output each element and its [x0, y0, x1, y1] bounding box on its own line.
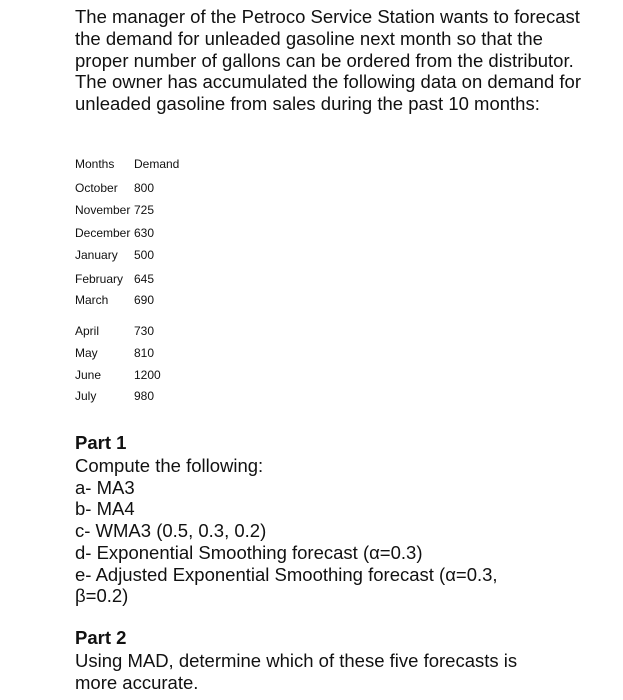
month-cell: July	[75, 389, 97, 403]
demand-cell: 730	[134, 324, 155, 338]
part1-line: b- MA4	[75, 498, 135, 520]
demand-header: Demand	[134, 157, 180, 171]
part1-line: c- WMA3 (0.5, 0.3, 0.2)	[75, 520, 267, 542]
month-cell: February	[75, 272, 124, 286]
intro-paragraph: The manager of the Petroco Service Station wants to forecast the demand for unleaded gasoline next month so that the proper number of gallons can be ordered from the distributor. The owner has accumulated the following data on demand for unleaded gasoline from sales during the past 10 months:	[75, 6, 581, 115]
demand-cell: 725	[134, 203, 155, 217]
part2-body	[75, 650, 517, 693]
month-cell: May	[75, 346, 98, 360]
demand-cell: 980	[134, 389, 155, 403]
month-cell: January	[75, 248, 118, 262]
part1-title: Part 1	[75, 432, 127, 453]
part1-line: d- Exponential Smoothing forecast (α=0.3)	[75, 541, 423, 563]
month-cell: June	[75, 368, 102, 382]
month-cell: March	[75, 293, 109, 307]
demand-cell: 1200	[134, 368, 161, 382]
part2-title: Part 2	[75, 627, 127, 648]
demand-cell: 800	[134, 181, 155, 195]
demand-cell: 645	[134, 272, 155, 286]
month-cell: November	[75, 203, 131, 217]
part2-line: Using MAD, determine which of these five forecasts is	[75, 650, 518, 671]
month-cell: December	[75, 226, 131, 240]
part2-line: more accurate.	[75, 671, 199, 693]
part1-line: a- MA3	[75, 476, 135, 498]
demand-cell: 810	[134, 346, 155, 360]
part1-body	[75, 455, 498, 607]
demand-cell: 690	[134, 293, 155, 307]
part1-line: β=0.2)	[75, 585, 129, 607]
months-header: Months	[75, 157, 115, 171]
month-cell: April	[75, 324, 100, 338]
part1-line: Compute the following:	[75, 455, 264, 476]
demand-cell: 500	[134, 248, 155, 262]
part1-line: e- Adjusted Exponential Smoothing forecast (α=0.3,	[75, 563, 498, 585]
demand-cell: 630	[134, 226, 155, 240]
month-cell: October	[75, 181, 118, 195]
